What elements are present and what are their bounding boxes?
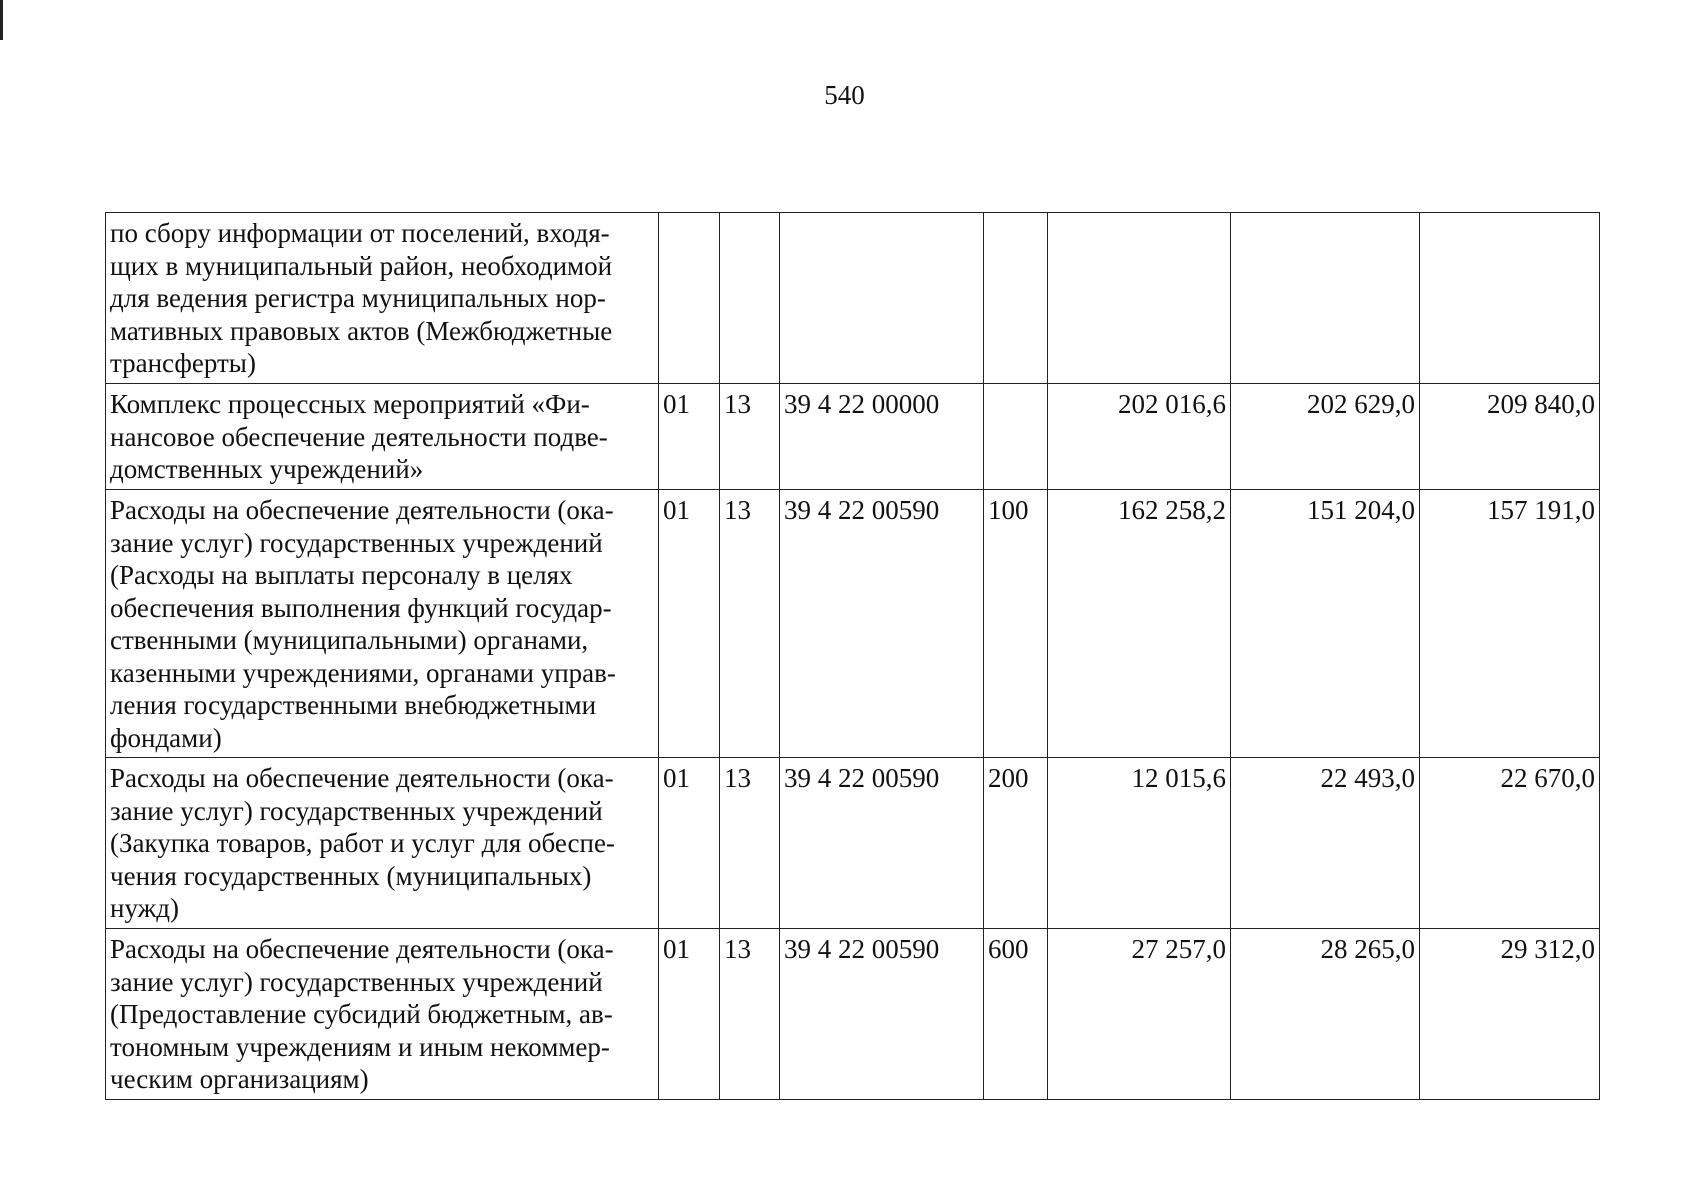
- subsection-code-cell: 13: [720, 490, 780, 758]
- amount-year-3-cell: 22 670,0: [1420, 758, 1600, 929]
- amount-year-3-cell: 29 312,0: [1420, 929, 1600, 1100]
- budget-table: [105, 212, 1600, 1100]
- amount-year-3-cell: 157 191,0: [1420, 490, 1600, 758]
- expense-type-cell: 600: [984, 929, 1048, 1100]
- target-article-cell: 39 4 22 00590: [780, 758, 984, 929]
- expense-type-cell: [984, 384, 1048, 490]
- target-article-cell: 39 4 22 00590: [780, 490, 984, 758]
- table-row: [106, 384, 1600, 490]
- section-code-cell: 01: [659, 758, 720, 929]
- amount-year-2-cell: 28 265,0: [1231, 929, 1420, 1100]
- amount-year-2-cell: 22 493,0: [1231, 758, 1420, 929]
- expense-type-cell: 100: [984, 490, 1048, 758]
- amount-year-1-cell: 27 257,0: [1048, 929, 1231, 1100]
- row-name-cell: Комплекс процессных мероприятий «Фи-нансовое обеспечение деятельности подве-домственных учреждений»: [106, 384, 659, 490]
- page-number: 540: [824, 80, 865, 110]
- subsection-code-cell: 13: [720, 384, 780, 490]
- target-article-cell: 39 4 22 00000: [780, 384, 984, 490]
- amount-year-2-cell: 151 204,0: [1231, 490, 1420, 758]
- table-row: [106, 213, 1600, 384]
- section-code-cell: 01: [659, 384, 720, 490]
- amount-year-3-cell: 209 840,0: [1420, 384, 1600, 490]
- amount-year-3-cell: [1420, 213, 1600, 384]
- amount-year-2-cell: 202 629,0: [1231, 384, 1420, 490]
- subsection-code-cell: 13: [720, 929, 780, 1100]
- row-name-cell: Расходы на обеспечение деятельности (ока-зание услуг) государственных учреждений (Расходы на выплаты персоналу в целях обеспечения выполнения функций государ-ственными (муниципальными) органами, казенными учреждениями, органами управ-ления государственными внебюджетными фондами): [106, 490, 659, 758]
- subsection-code-cell: [720, 213, 780, 384]
- section-code-cell: 01: [659, 929, 720, 1100]
- section-code-cell: 01: [659, 490, 720, 758]
- row-name-cell: по сбору информации от поселений, входя-щих в муниципальный район, необходимой для ведения регистра муниципальных нор-мативных правовых актов (Межбюджетные трансферты): [106, 213, 659, 384]
- row-name-cell: Расходы на обеспечение деятельности (ока-зание услуг) государственных учреждений (Закупка товаров, работ и услуг для обеспе-чения государственных (муниципальных) нужд): [106, 758, 659, 929]
- table-row: [106, 490, 1600, 758]
- table-row: [106, 929, 1600, 1100]
- amount-year-1-cell: 162 258,2: [1048, 490, 1231, 758]
- expense-type-cell: 200: [984, 758, 1048, 929]
- table-row: [106, 758, 1600, 929]
- amount-year-1-cell: 202 016,6: [1048, 384, 1231, 490]
- row-name-cell: Расходы на обеспечение деятельности (ока-зание услуг) государственных учреждений (Предоставление субсидий бюджетным, ав-тономным учреждениям и иным некоммер-ческим организациям): [106, 929, 659, 1100]
- subsection-code-cell: 13: [720, 758, 780, 929]
- target-article-cell: [780, 213, 984, 384]
- amount-year-1-cell: [1048, 213, 1231, 384]
- amount-year-2-cell: [1231, 213, 1420, 384]
- scan-edge-mark: [0, 0, 3, 40]
- section-code-cell: [659, 213, 720, 384]
- amount-year-1-cell: 12 015,6: [1048, 758, 1231, 929]
- expense-type-cell: [984, 213, 1048, 384]
- target-article-cell: 39 4 22 00590: [780, 929, 984, 1100]
